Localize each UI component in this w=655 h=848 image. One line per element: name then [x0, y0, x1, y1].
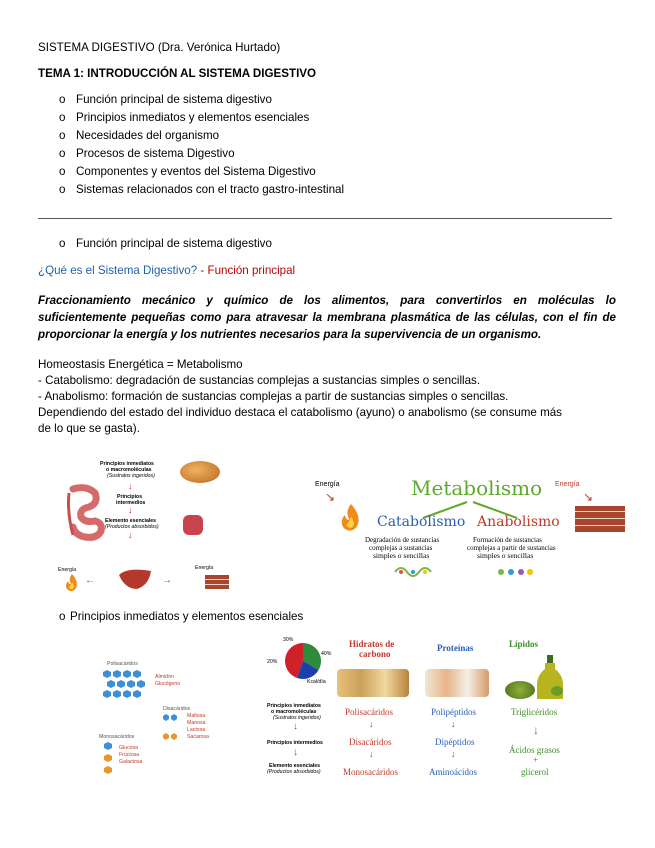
fig4-oil-bottle-image — [535, 655, 565, 706]
fig3-monosaccharide-icons — [101, 741, 115, 782]
fig4-arrow-2: ↓ — [293, 747, 298, 758]
fig4-dipep: Dipéptidos — [435, 737, 475, 747]
fig3-disacaridos-label: Disacáridos — [163, 706, 191, 712]
nutrients-figure — [265, 633, 605, 788]
fig1-principios-label: Principios inmediatos — [100, 461, 154, 467]
fig4-prot-arrow-2: ↓ — [451, 749, 456, 759]
fig3-maltosa: Maltosa — [187, 713, 206, 719]
fig4-polipep: Polipéptidos — [431, 707, 477, 717]
document-header: SISTEMA DIGESTIVO (Dra. Verónica Hurtado) — [38, 41, 281, 54]
fig2-catabolismo: Catabolismo — [377, 514, 466, 530]
fig2-arrow-right: ↘ — [583, 490, 594, 504]
fig3-galactosa: Galactosa — [119, 759, 143, 765]
section-heading-principios: Principios inmediatos y elementos esenciales — [70, 610, 304, 623]
fig4-hidratos-line-1: Hidratos de — [349, 639, 395, 649]
question-text: ¿Qué es el Sistema Digestivo? — [38, 264, 198, 277]
anabolismo-line: - Anabolismo: formación de sustancias complejas a partir de sustancias simples o sencillas. — [38, 390, 509, 403]
bullet-marker: o — [59, 93, 66, 106]
bullet-marker: o — [59, 610, 66, 623]
fig1-macromol-label: o macromoléculas — [106, 467, 152, 473]
question-subtitle: Función principal — [207, 264, 296, 277]
fig2-bricks-image — [575, 506, 625, 532]
fig4-protein-foods-image — [425, 669, 489, 697]
fig2-ana-desc-3: simples o sencillas — [477, 551, 534, 560]
fig4-carb-arrow-1: ↓ — [369, 719, 374, 729]
fig1-intermedios-label-2: intermedios — [116, 500, 146, 506]
definition-paragraph: Fraccionamiento mecánico y químico de los alimentos, para convertirlos en moléculas lo suficientemente pequeñas como para atravesar la membrana plasmática de las células, con el fin de proporcionar la energía y los nutrientes necesarios para la supervivencia de un organismo. — [38, 294, 616, 341]
metabolismo-figure — [305, 472, 635, 587]
fig1-sustratos-label: (Sustratos ingeridos) — [107, 473, 155, 479]
fig3-glucosa: Glucosa — [119, 745, 139, 751]
fig1-flame-left-icon — [63, 573, 81, 598]
fig4-monosac: Monosacáridos — [343, 767, 398, 777]
fig4-glicerol: glicerol — [521, 767, 549, 777]
fig1-intermedios-label-1: Principios — [117, 494, 143, 500]
fig4-carb-foods-image — [337, 669, 409, 697]
fig2-cat-desc-1: Degradación de sustancias — [365, 536, 440, 544]
fig3-polysaccharide-chain — [99, 669, 151, 708]
fig4-hidratos-line-2: carbono — [359, 649, 391, 659]
fig1-intestine-image — [63, 483, 109, 545]
fig4-proteinas: Proteínas — [437, 643, 474, 653]
fig4-carb-arrow-2: ↓ — [369, 749, 374, 759]
fig1-arrow-right: → — [162, 575, 172, 586]
fig3-polisacaridos: Polisacáridos — [107, 661, 138, 667]
bullet-marker: o — [59, 183, 66, 196]
topic-item: Procesos de sistema Digestivo — [76, 147, 235, 160]
fig4-acidos: Ácidos grasos — [509, 745, 560, 755]
fig3-almidon: Almidón — [155, 674, 174, 680]
fig4-disac: Disacáridos — [349, 737, 392, 747]
fig2-arrow-left: ↘ — [325, 490, 336, 504]
fig4-lipidos: Lípidos — [509, 639, 539, 649]
fig4-polisac: Polisacáridos — [345, 707, 393, 717]
fig4-triglic: Triglicéridos — [511, 707, 558, 717]
topic-item: Principios inmediatos y elementos esenciales — [76, 111, 310, 124]
fig3-sacarosa: Sacarosa — [187, 734, 209, 740]
fig4-pie-label-2: 20% — [267, 659, 278, 665]
fig3-disaccharide-icons — [161, 713, 183, 754]
question-sep: - — [197, 264, 208, 277]
homeostasis-line: Homeostasis Energética = Metabolismo — [38, 358, 243, 371]
topic-item: Sistemas relacionados con el tracto gastro-intestinal — [76, 183, 345, 196]
fig1-energia-left: Energía — [58, 567, 77, 573]
fig3-glucogeno: Glucógeno — [155, 681, 181, 687]
fig1-arrow-left: ← — [85, 575, 95, 586]
carbohydrate-figure — [95, 655, 225, 780]
fig2-title: Metabolismo — [411, 476, 543, 500]
fig1-arrow-1: ↓ — [128, 481, 133, 491]
fig4-sustratos: (Sustratos ingeridos) — [273, 715, 321, 721]
fig4-intermedios: Principios intermedios — [267, 740, 323, 746]
fig4-pie-caption: Kcal/día — [307, 679, 326, 685]
fig1-productos-label: (Productos absorbidos) — [105, 524, 159, 530]
bullet-marker: o — [59, 237, 66, 250]
fig2-cat-desc-2: complejas a sustancias — [369, 544, 433, 552]
fig4-olives-image — [505, 681, 535, 699]
fig1-esenciales-label: Elemento esenciales — [105, 518, 157, 524]
fig4-macromol: o macromoléculas — [271, 709, 317, 715]
fig4-arrow-1: ↓ — [293, 721, 298, 732]
fig4-plus: + — [533, 755, 539, 765]
bullet-marker: o — [59, 129, 66, 142]
fig2-flame-icon — [337, 502, 365, 539]
fig4-esenciales: Elemento esenciales — [269, 763, 321, 769]
dependiendo-line-2: de lo que se gasta). — [38, 422, 140, 435]
fig4-pie-chart — [281, 639, 325, 683]
fig1-bricks-image — [205, 575, 229, 589]
topic-item: Función principal de sistema digestivo — [76, 93, 272, 106]
fig1-liver-image — [117, 567, 153, 591]
fig2-energia-right: Energía — [555, 481, 580, 488]
bullet-marker: o — [59, 165, 66, 178]
fig4-pie-label-1: 30% — [283, 637, 294, 643]
fig4-aminoac: Aminoácidos — [429, 767, 477, 777]
fig2-anabolismo: Anabolismo — [477, 514, 560, 530]
bullet-marker: o — [59, 111, 66, 124]
fig2-ana-desc-1: Formación de sustancias — [473, 536, 542, 544]
fig1-arrow-3: ↓ — [128, 530, 133, 540]
catabolismo-line: - Catabolismo: degradación de sustancias complejas a sustancias simples o sencillas. — [38, 374, 481, 387]
question-heading — [38, 263, 295, 278]
fig4-prot-arrow-1: ↓ — [451, 719, 456, 729]
fig4-pie-label-3: 40% — [321, 651, 332, 657]
fig2-cat-desc-3: simples o sencillas — [373, 551, 430, 560]
fig1-energia-right: Energía — [195, 565, 214, 571]
fig4-productos: (Productos absorbidos) — [267, 769, 321, 775]
fig3-monosacaridos-label: Monosacáridos — [99, 734, 135, 740]
fig1-arrow-2: ↓ — [128, 505, 133, 515]
fig3-fructosa: Fructosa — [119, 752, 140, 758]
topic-item: Componentes y eventos del Sistema Digestivo — [76, 165, 316, 178]
fig2-ana-desc-2: complejas a partir de sustancias — [467, 544, 556, 552]
topic-title: TEMA 1: INTRODUCCIÓN AL SISTEMA DIGESTIVO — [38, 67, 317, 80]
fig2-molecule-right — [495, 564, 535, 585]
bullet-marker: o — [59, 147, 66, 160]
topic-item: Necesidades del organismo — [76, 129, 220, 142]
fig3-lactosa: Lactosa — [187, 727, 206, 733]
section-heading-funcion: Función principal de sistema digestivo — [76, 237, 272, 250]
fig2-molecule-left — [393, 564, 433, 585]
section-separator — [38, 218, 612, 219]
dependiendo-line-1: Dependiendo del estado del individuo destaca el catabolismo (ayuno) o anabolismo (se consume más — [38, 406, 562, 419]
fig2-energia-left: Energía — [315, 481, 340, 488]
fig4-principios: Principios inmediatos — [267, 703, 321, 709]
fig3-manosa: Manosa — [187, 720, 206, 726]
fig1-bread-image — [180, 461, 220, 483]
digestion-flow-figure — [55, 455, 255, 600]
fig1-jar-image — [183, 515, 203, 535]
fig4-lip-arrow: ↓ — [533, 723, 539, 737]
